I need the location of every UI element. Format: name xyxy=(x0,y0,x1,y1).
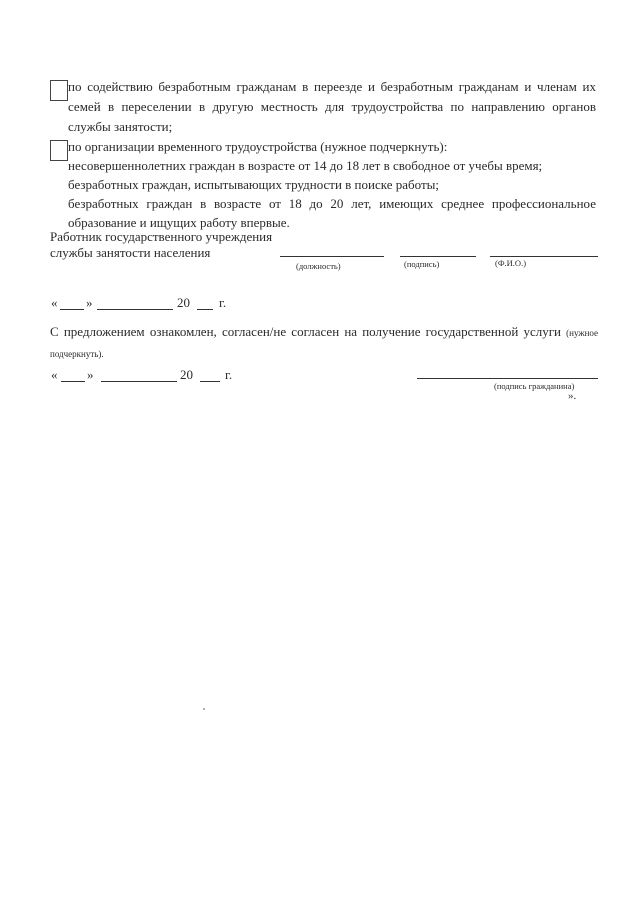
date1-open-quote: « xyxy=(51,295,58,310)
consent-text: С предложением ознакомлен, согласен/не согласен на получение государственной услуги xyxy=(50,324,561,339)
relocation-option-text xyxy=(68,77,596,137)
worker-title-line2: службы занятости населения xyxy=(50,245,211,260)
caption-name: (Ф.И.О.) xyxy=(495,258,527,268)
position-field[interactable] xyxy=(280,244,384,257)
temporary-employment-option xyxy=(68,137,596,232)
date2-year-field[interactable] xyxy=(200,367,220,382)
date1-year-suffix: г. xyxy=(219,295,227,310)
date2-month-field[interactable] xyxy=(101,367,177,382)
relocation-checkbox[interactable] xyxy=(50,80,68,101)
date2-day-field[interactable] xyxy=(61,367,85,382)
date1-year-field[interactable] xyxy=(197,295,213,310)
worker-title-line1: Работник государственного учреждения xyxy=(50,229,273,244)
option-graduates: безработных граждан в возрасте от 18 до 20 лет, имеющих среднее профессиональное образование и ищущих работу впервые. xyxy=(68,196,596,230)
caption-signature: (подпись) xyxy=(404,259,440,269)
date1-day-field[interactable] xyxy=(60,295,84,310)
option-minors: несовершеннолетних граждан в возрасте от 14 до 18 лет в свободное от учебы время; xyxy=(68,158,543,173)
option-difficulty: безработных граждан, испытывающих трудности в поиске работы; xyxy=(68,177,439,192)
scan-speck xyxy=(203,708,205,710)
worker-name-field[interactable] xyxy=(490,244,598,257)
consent-note: (нужное подчеркнуть). xyxy=(50,328,599,359)
citizen-trailing-text: ». xyxy=(568,390,577,402)
consent-statement xyxy=(50,322,598,364)
date2-close-quote: » xyxy=(87,367,94,382)
worker-signature-field[interactable] xyxy=(400,244,476,257)
date2-open-quote: « xyxy=(51,367,58,382)
temporary-employment-heading: по организации временного трудоустройства (нужное подчеркнуть): xyxy=(68,139,448,154)
caption-position: (должность) xyxy=(296,261,341,271)
citizen-signature-field[interactable] xyxy=(417,364,598,379)
date1-year-prefix: 20 xyxy=(177,295,190,310)
date1-close-quote: » xyxy=(86,295,93,310)
date2-year-prefix: 20 xyxy=(180,367,193,382)
date2-year-suffix: г. xyxy=(225,367,233,382)
temporary-employment-checkbox[interactable] xyxy=(50,140,68,161)
date1-month-field[interactable] xyxy=(97,295,173,310)
relocation-text: по содействию безработным гражданам в переезде и безработным гражданам и членам их семей в переселении в другую местность для трудоустройства по направлению органов службы занятости; xyxy=(68,79,596,134)
caption-citizen-signature: (подпись гражданина) xyxy=(494,381,575,391)
